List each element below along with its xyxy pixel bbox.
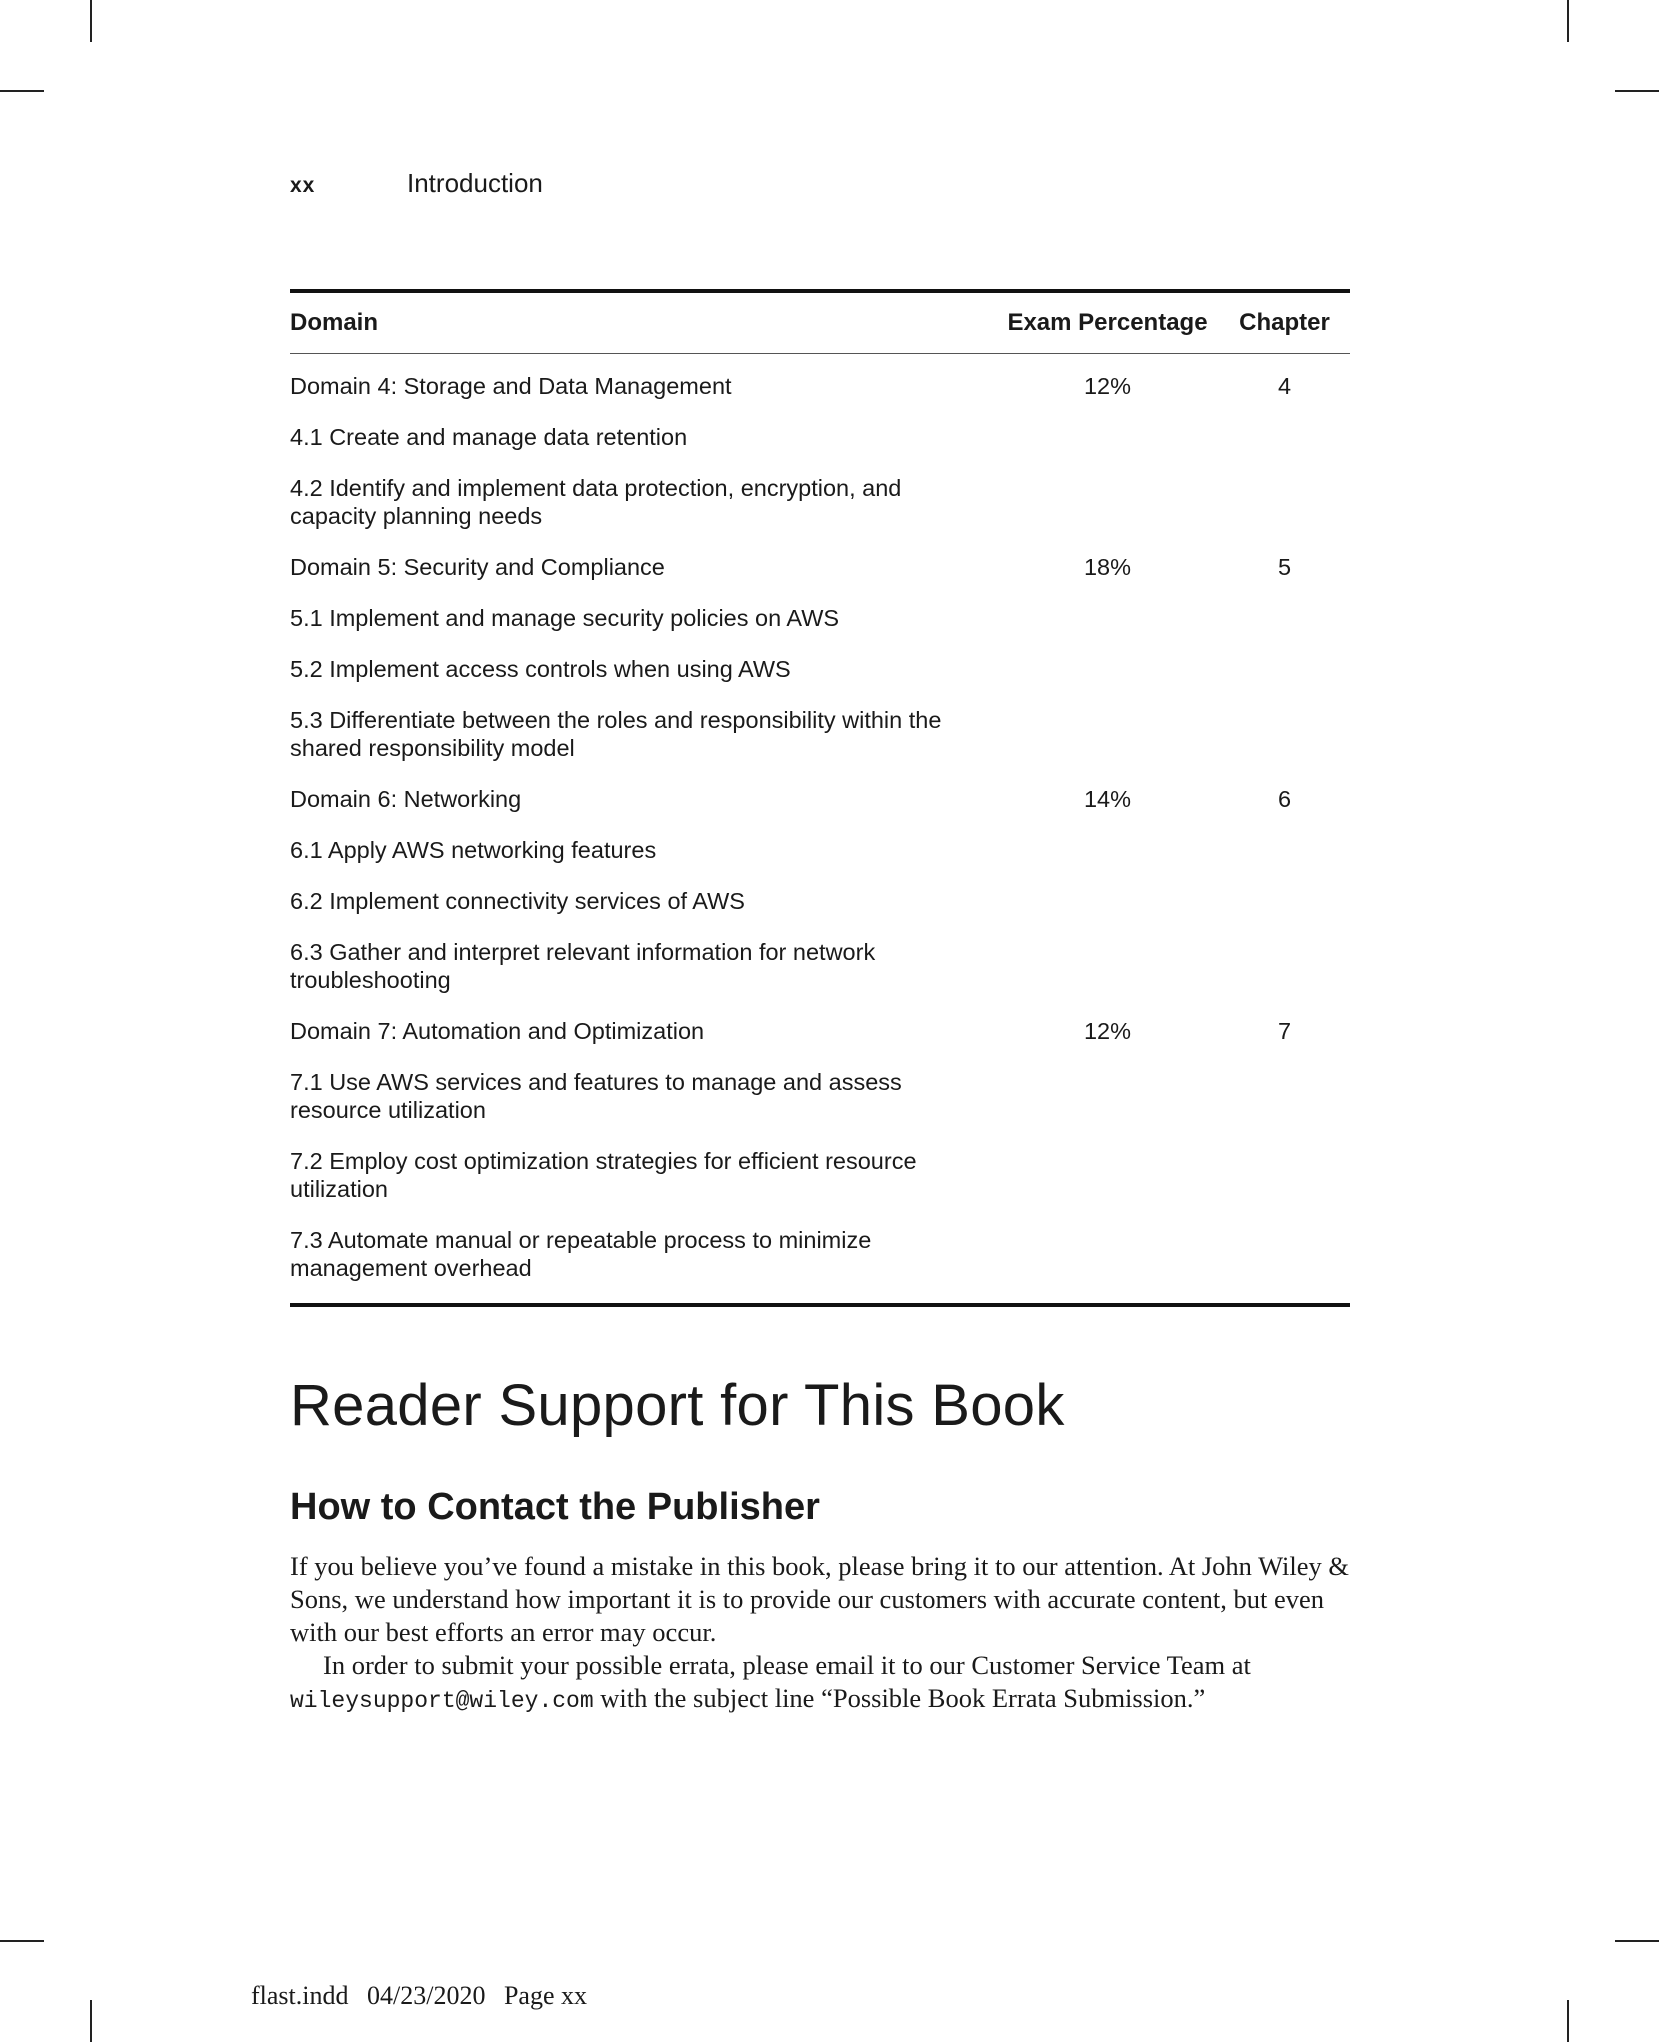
table-row — [290, 1009, 1350, 1060]
crop-mark-top-left-vertical — [90, 0, 92, 42]
table-row — [290, 596, 1350, 647]
column-header-domain: Domain — [290, 291, 996, 354]
cell-chapter — [1219, 698, 1350, 777]
cell-domain: 7.3 Automate manual or repeatable process to minimize management overhead — [290, 1227, 872, 1281]
paragraph-2 — [290, 1649, 1350, 1718]
table-header-row — [290, 291, 1350, 354]
table-row — [290, 466, 1350, 545]
cell-chapter — [1219, 930, 1350, 1009]
table-row — [290, 1139, 1350, 1218]
crop-mark-bottom-right-horizontal — [1615, 1940, 1659, 1942]
cell-exam-percentage — [996, 930, 1219, 1009]
sub-heading: How to Contact the Publisher — [290, 1486, 820, 1528]
crop-mark-bottom-left-vertical — [90, 2000, 92, 2042]
cell-exam-percentage — [996, 596, 1219, 647]
cell-chapter — [1219, 1218, 1350, 1305]
slug-date: 04/23/2020 — [367, 1981, 486, 2010]
cell-chapter — [1219, 1139, 1350, 1218]
running-head-title: Introduction — [407, 168, 543, 198]
cell-exam-percentage — [996, 879, 1219, 930]
cell-domain: 4.1 Create and manage data retention — [290, 424, 688, 450]
cell-domain: 7.1 Use AWS services and features to manage and assess resource utilization — [290, 1069, 902, 1123]
support-email-link[interactable]: wileysupport@wiley.com — [290, 1688, 594, 1714]
cell-domain: Domain 4: Storage and Data Management — [290, 373, 732, 399]
table-row — [290, 930, 1350, 1009]
column-header-exam-percentage: Exam Percentage — [996, 291, 1219, 354]
slug-page: Page xx — [503, 1981, 587, 2010]
cell-chapter: 6 — [1277, 786, 1292, 812]
cell-chapter: 7 — [1277, 1018, 1292, 1044]
cell-domain: 7.2 Employ cost optimization strategies for efficient resource utilization — [290, 1148, 917, 1202]
cell-domain: 5.3 Differentiate between the roles and responsibility within the shared responsibility model — [290, 707, 942, 761]
crop-mark-bottom-left-horizontal — [0, 1940, 44, 1942]
table-row — [290, 545, 1350, 596]
cell-exam-percentage — [996, 828, 1219, 879]
cell-exam-percentage — [996, 647, 1219, 698]
cell-exam-percentage: 14% — [1083, 786, 1132, 812]
paragraph-1: If you believe you’ve found a mistake in this book, please bring it to our attention. At John Wiley & Sons, we understand how important it is to provide our customers with accurate content, but even with our best efforts an error may occur. — [290, 1551, 1349, 1647]
table-row — [290, 647, 1350, 698]
cell-domain: Domain 6: Networking — [290, 786, 522, 812]
cell-domain: 6.1 Apply AWS networking features — [290, 837, 657, 863]
cell-domain: 6.2 Implement connectivity services of AWS — [290, 888, 745, 914]
cell-chapter — [1219, 1060, 1350, 1139]
cell-chapter — [1219, 596, 1350, 647]
table-row — [290, 698, 1350, 777]
table-row — [290, 1218, 1350, 1305]
slug-file: flast.indd — [251, 1981, 349, 2010]
cell-chapter — [1219, 828, 1350, 879]
slug-line — [251, 1981, 599, 2011]
table-body — [290, 354, 1350, 1306]
table-row — [290, 828, 1350, 879]
cell-chapter — [1219, 879, 1350, 930]
cell-exam-percentage — [996, 415, 1219, 466]
page-folio: xx — [290, 174, 316, 197]
exam-domain-table — [290, 289, 1350, 1307]
cell-exam-percentage — [996, 1060, 1219, 1139]
paragraph-2-lead: In order to submit your possible errata, please email it to our Customer Service Team at — [323, 1650, 1251, 1680]
cell-exam-percentage: 12% — [1083, 373, 1132, 399]
table-row — [290, 1060, 1350, 1139]
cell-domain: 5.2 Implement access controls when using AWS — [290, 656, 791, 682]
cell-domain: 5.1 Implement and manage security policies on AWS — [290, 605, 840, 631]
cell-exam-percentage — [996, 1218, 1219, 1305]
cell-chapter — [1219, 647, 1350, 698]
cell-chapter: 5 — [1277, 554, 1292, 580]
cell-exam-percentage — [996, 466, 1219, 545]
crop-mark-top-left-horizontal — [0, 90, 44, 92]
table-row — [290, 354, 1350, 416]
cell-domain: Domain 5: Security and Compliance — [290, 554, 665, 580]
cell-chapter — [1219, 415, 1350, 466]
table-row — [290, 777, 1350, 828]
cell-exam-percentage: 12% — [1083, 1018, 1132, 1044]
cell-exam-percentage — [996, 698, 1219, 777]
section-heading: Reader Support for This Book — [290, 1373, 1065, 1438]
cell-domain: Domain 7: Automation and Optimization — [290, 1018, 705, 1044]
cell-chapter: 4 — [1277, 373, 1292, 399]
table-row — [290, 879, 1350, 930]
paragraph-2-tail: with the subject line “Possible Book Errata Submission.” — [600, 1683, 1206, 1713]
cell-chapter — [1219, 466, 1350, 545]
crop-mark-top-right-vertical — [1567, 0, 1569, 42]
column-header-chapter: Chapter — [1219, 291, 1350, 354]
cell-domain: 4.2 Identify and implement data protection, encryption, and capacity planning needs — [290, 475, 902, 529]
cell-domain: 6.3 Gather and interpret relevant information for network troubleshooting — [290, 939, 876, 993]
crop-mark-bottom-right-vertical — [1567, 2000, 1569, 2042]
crop-mark-top-right-horizontal — [1615, 90, 1659, 92]
body-text — [290, 1550, 1350, 1718]
table-row — [290, 415, 1350, 466]
cell-exam-percentage — [996, 1139, 1219, 1218]
cell-exam-percentage: 18% — [1083, 554, 1132, 580]
